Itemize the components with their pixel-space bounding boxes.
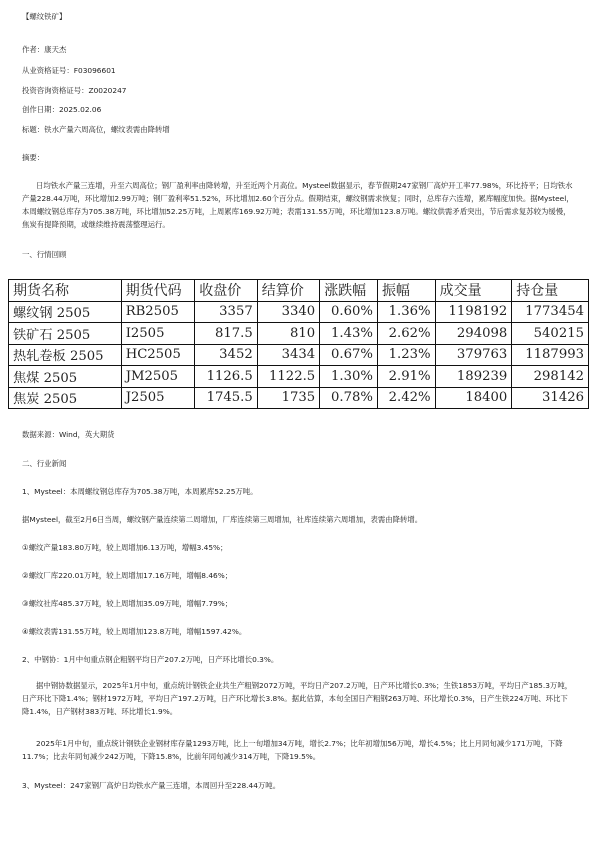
table-cell: 1198192 (435, 301, 512, 323)
table-cell: 540215 (512, 323, 589, 345)
news3-title: 3、Mysteel：247家钢厂高炉日均铁水产量三连增，本周回升至228.44万吨。 (22, 781, 281, 790)
summary-heading: 摘要： (22, 153, 45, 162)
news1-item-output: ①螺纹产量183.80万吨，较上周增加6.13万吨，增幅3.45%； (22, 543, 228, 552)
table-cell: 2.62% (377, 323, 435, 345)
col-header: 期货代码 (121, 280, 195, 302)
table-cell: 1122.5 (257, 366, 319, 388)
news2-paragraph-2: 2025年1月中旬，重点统计钢铁企业钢材库存量1293万吨，比上一旬增加34万吨，增长2.7%；比年初增加56万吨，增长4.5%；比上月同旬减少171万吨，下降11.7%；比去年同旬减少242万吨，下降15.8%，比前年同旬减少314万吨，下降19.5%。 (22, 739, 563, 761)
table-cell: 0.67% (320, 344, 378, 366)
license-line: 从业资格证号：F03096601 (22, 66, 116, 75)
market-table (8, 279, 589, 409)
news2-title: 2、中钢协：1月中旬重点钢企粗钢平均日产207.2万吨，日产环比增长0.3%。 (22, 655, 279, 664)
table-cell: 2.42% (377, 387, 435, 409)
news1-intro: 据Mysteel，截至2月6日当周，螺纹钢产量连续第二周增加，厂库连续第三周增加，社库连续第六周增加，表需由降转增。 (22, 515, 423, 524)
table-header-row (9, 280, 589, 302)
table-row (9, 323, 589, 345)
table-cell: RB2505 (121, 301, 195, 323)
news2-paragraph-1: 据中钢协数据显示，2025年1月中旬，重点统计钢铁企业共生产粗钢2072万吨，平均日产207.2万吨，日产环比增长0.3%；生铁1853万吨，平均日产185.3万吨，日产环比下降1.4%；钢材1972万吨，平均日产197.2万吨，日产环比增长3.8%。据此估算，本旬全国日产粗钢263万吨、环比增长0.3%，日产生铁224万吨、环比下降1.4%，日产钢材383万吨、环比增长1.9%。 (22, 681, 573, 716)
table-cell: JM2505 (121, 366, 195, 388)
table-cell: 3340 (257, 301, 319, 323)
date-line: 创作日期：2025.02.06 (22, 105, 102, 114)
section-tag: 【螺纹铁矿】 (22, 12, 67, 21)
table-cell: 379763 (435, 344, 512, 366)
table-cell: 810 (257, 323, 319, 345)
table-cell: 焦炭 2505 (9, 387, 122, 409)
table-row (9, 301, 589, 323)
table-cell: 1.30% (320, 366, 378, 388)
table-cell: J2505 (121, 387, 195, 409)
news1-title: 1、Mysteel：本周螺纹钢总库存为705.38万吨，本周累库52.25万吨。 (22, 487, 258, 496)
table-cell: 1.43% (320, 323, 378, 345)
consult-license-line: 投资咨询资格证号：Z0020247 (22, 86, 127, 95)
table-cell: 1187993 (512, 344, 589, 366)
col-header: 持仓量 (512, 280, 589, 302)
news1-item-social-stock: ③螺纹社库485.37万吨，较上周增加35.09万吨，增幅7.79%； (22, 599, 233, 608)
table-cell: 2.91% (377, 366, 435, 388)
table-cell: 294098 (435, 323, 512, 345)
col-header: 成交量 (435, 280, 512, 302)
table-cell: 焦煤 2505 (9, 366, 122, 388)
summary-text: 日均铁水产量三连增，升至六周高位；钢厂盈利率由降转增，升至近两个月高位。Mysteel数据显示，春节假期247家钢厂高炉开工率77.98%，环比持平；日均铁水产量228.44万吨，环比增加2.99万吨；钢厂盈利率51.52%，环比增加2.60个百分点。假期结束，螺纹钢需求恢复；同时，总库存六连增，累库幅度加快。据Mysteel，本周螺纹钢总库存为705.38万吨，环比增加52.25万吨，上周累库169.92万吨；表需131.55万吨，环比增加123.8万吨。螺纹供需矛盾突出，节后需求复苏较为缓慢，焦炭有提降预期，或继续维持震荡整理运行。 (22, 181, 574, 229)
table-cell: 0.78% (320, 387, 378, 409)
table-cell: 18400 (435, 387, 512, 409)
table-cell: 3452 (195, 344, 257, 366)
col-header: 振幅 (377, 280, 435, 302)
table-cell: 1745.5 (195, 387, 257, 409)
report-title: 标题：铁水产量六周高位，螺纹表需由降转增 (22, 125, 170, 134)
table-row (9, 387, 589, 409)
table-cell: 189239 (435, 366, 512, 388)
table-cell: 298142 (512, 366, 589, 388)
table-cell: 1773454 (512, 301, 589, 323)
table-cell: 31426 (512, 387, 589, 409)
table-cell: I2505 (121, 323, 195, 345)
table-cell: 铁矿石 2505 (9, 323, 122, 345)
table-cell: 1126.5 (195, 366, 257, 388)
news1-item-apparent-demand: ④螺纹表需131.55万吨，较上周增加123.8万吨，增幅1597.42%。 (22, 627, 247, 636)
table-row (9, 344, 589, 366)
col-header: 结算价 (257, 280, 319, 302)
data-source: 数据来源：Wind，英大期货 (22, 430, 115, 439)
table-cell: 1735 (257, 387, 319, 409)
col-header: 收盘价 (195, 280, 257, 302)
table-cell: HC2505 (121, 344, 195, 366)
author-line: 作者：康天杰 (22, 45, 67, 54)
news1-item-factory-stock: ②螺纹厂库220.01万吨，较上周增加17.16万吨，增幅8.46%； (22, 571, 233, 580)
col-header: 涨跌幅 (320, 280, 378, 302)
col-header: 期货名称 (9, 280, 122, 302)
table-cell: 1.23% (377, 344, 435, 366)
table-cell: 3434 (257, 344, 319, 366)
table-cell: 0.60% (320, 301, 378, 323)
table-cell: 817.5 (195, 323, 257, 345)
table-cell: 1.36% (377, 301, 435, 323)
table-row (9, 366, 589, 388)
section2-heading: 二、行业新闻 (22, 459, 67, 468)
table-cell: 热轧卷板 2505 (9, 344, 122, 366)
table-cell: 螺纹钢 2505 (9, 301, 122, 323)
section1-heading: 一、行情回顾 (22, 250, 67, 259)
table-cell: 3357 (195, 301, 257, 323)
